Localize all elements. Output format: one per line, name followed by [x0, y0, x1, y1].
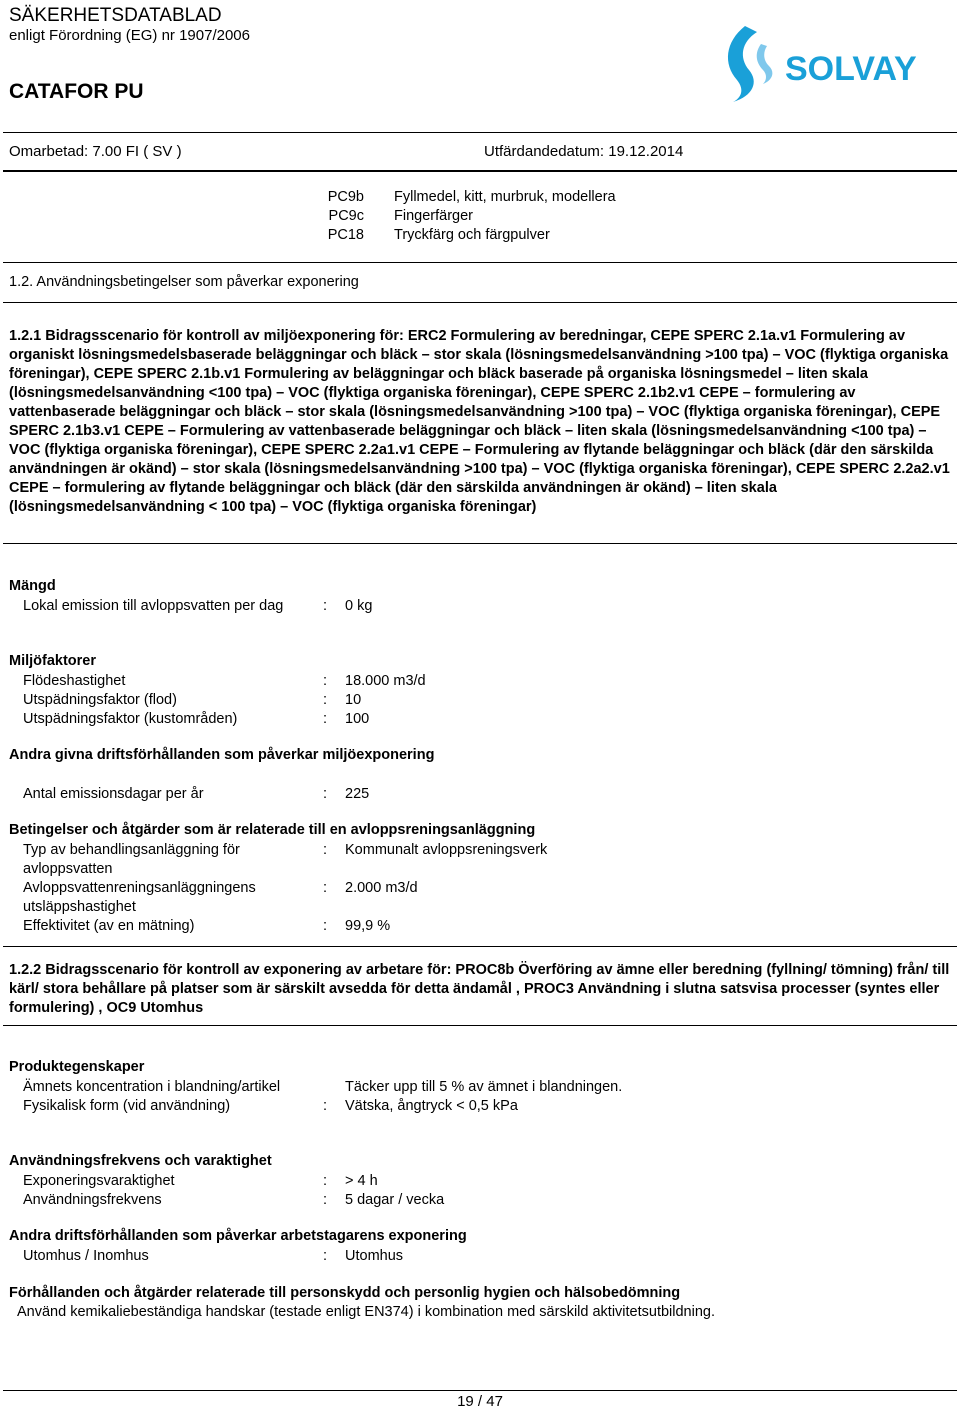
pc-code: PC9c [328, 208, 364, 224]
kv-row [23, 672, 953, 691]
pc-code: PC9b [327, 189, 364, 205]
kv-value: 99,9 % [345, 918, 391, 934]
kv-row [23, 710, 953, 729]
scenario-1-2-2: 1.2.2 Bidragsscenario för kontroll av exponering av arbetare för: PROC8b Överföring av ämne eller beredning (fyllning/ tömning) från/ till kärl/ stora behållare på platser som är särskilt avsedda för detta ändamål , PROC3 Användning i slutna satsvisa processer (syntes eller formulering) , OC9 Utomhus [9, 962, 950, 1016]
kv-row [23, 917, 953, 936]
kv-label: Flödeshastighet [23, 673, 126, 689]
section-1-2-heading: 1.2. Användningsbetingelser som påverkar exponering [9, 274, 359, 290]
andra-table [23, 785, 953, 804]
kv-colon: : [323, 711, 328, 727]
header-rule-1 [3, 132, 957, 133]
kv-label: Exponeringsvaraktighet [23, 1173, 175, 1189]
miljo-title: Miljöfaktorer [9, 653, 97, 669]
kv-label: Avloppsvattenreningsanläggningens utsläppshastighet [23, 880, 256, 915]
kv-label: Lokal emission till avloppsvatten per dag [23, 598, 284, 614]
kv-colon: : [323, 918, 328, 934]
issue-date: Utfärdandedatum: 19.12.2014 [484, 143, 684, 160]
section-rule-2 [3, 302, 957, 303]
kv-value: 10 [345, 692, 362, 708]
page-number: 19 / 47 [457, 1393, 503, 1410]
kv-row [23, 841, 953, 879]
kv-colon: : [323, 1248, 328, 1264]
scenario-rule-2 [3, 946, 957, 947]
scenario-rule [3, 543, 957, 544]
pc-description: Tryckfärg och färgpulver [394, 227, 550, 243]
kv-colon: : [323, 842, 328, 858]
kv-colon: : [323, 786, 328, 802]
andra-title: Andra givna driftsförhållanden som påverkar miljöexponering [9, 747, 435, 763]
kv-value: 18.000 m3/d [345, 673, 426, 689]
kv-colon: : [323, 692, 328, 708]
kv-colon [323, 1078, 345, 1097]
kv-label: Ämnets koncentration i blandning/artikel [23, 1079, 281, 1095]
solvay-swoosh-icon [728, 26, 757, 102]
prod-table [23, 1078, 953, 1116]
kv-value: Vätska, ångtryck < 0,5 kPa [345, 1098, 518, 1114]
kv-row [23, 1191, 953, 1210]
ppe-text: Använd kemikaliebeständiga handskar (testade enligt EN374) i kombination med särskild aktivitetsutbildning. [17, 1304, 715, 1320]
scenario-rule-3 [3, 1025, 957, 1026]
kv-value: Täcker upp till 5 % av ämnet i blandningen. [345, 1079, 623, 1095]
header-rule-2 [3, 170, 957, 172]
kv-row [23, 597, 953, 616]
document-title: SÄKERHETSDATABLAD [9, 5, 222, 26]
kv-row [23, 1078, 953, 1097]
kv-label: Användningsfrekvens [23, 1192, 162, 1208]
kv-row [23, 1097, 953, 1116]
pc-code: PC18 [327, 227, 364, 243]
kv-value: Utomhus [345, 1248, 404, 1264]
kv-label: Fysikalisk form (vid användning) [23, 1098, 231, 1114]
kv-colon: : [323, 1192, 328, 1208]
drift-table [23, 1247, 953, 1266]
product-name: CATAFOR PU [9, 80, 144, 103]
kv-label: Antal emissionsdagar per år [23, 786, 204, 802]
solvay-logo [715, 22, 925, 104]
kv-colon: : [323, 1098, 328, 1114]
kv-value: 225 [345, 786, 370, 802]
kv-colon: : [323, 673, 328, 689]
kv-colon: : [323, 880, 328, 896]
kv-row [23, 1172, 953, 1191]
kv-value: 100 [345, 711, 370, 727]
pc-list [280, 188, 760, 245]
kv-row [23, 1247, 953, 1266]
kv-colon: : [323, 598, 328, 614]
kv-value: Kommunalt avloppsreningsverk [345, 842, 548, 858]
kv-value: > 4 h [345, 1173, 378, 1189]
kv-value: 0 kg [345, 598, 373, 614]
section-rule [3, 262, 957, 263]
kv-label: Utspädningsfaktor (kustområden) [23, 711, 238, 727]
prod-title: Produktegenskaper [9, 1059, 145, 1075]
kv-label: Typ av behandlingsanläggning för avloppsvatten [23, 842, 240, 877]
pc-row [280, 207, 760, 226]
scenario-1-2-1: 1.2.1 Bidragsscenario för kontroll av miljöexponering för: ERC2 Formulering av beredningar, CEPE SPERC 2.1a.v1 Formulering av organiskt lösningsmedelsbaserade beläggningar och bläck – stor skala (lösningsmedelsanvändning >100 tpa) – VOC (flyktiga organiska föreningar), CEPE SPERC 2.1b.v1 Formulering av beläggningar och bläck baserade på organiska lösningsmedel – liten skala (lösningsmedelsanvändning <100 tpa) – VOC (flyktiga organiska föreningar), CEPE SPERC 2.1b2.v1 CEPE – formulering av vattenbaserade beläggningar och bläck – stor skala (lösningsmedelsanvändning >100 tpa) – VOC (flyktiga organiska föreningar), CEPE SPERC 2.1b3.v1 CEPE – Formulering av vattenbaserade beläggningar och bläck – liten skala (lösningsmedelsanvändning <100 tpa) – VOC (flyktiga organiska föreningar), CEPE SPERC 2.2a1.v1 CEPE – Formulering av flytande beläggningar och bläck (där den särskilda användningen är okänd) – stor skala (lösningsmedelsanvändning >100 tpa) – VOC (flyktiga organiska föreningar), CEPE SPERC 2.2a2.v1 CEPE – formulering av flytande beläggningar och bläck (där den särskilda användningen är okänd) – liten skala (lösningsmedelsanvändning < 100 tpa) – VOC (flyktiga organiska föreningar) [9, 328, 950, 515]
freq-table [23, 1172, 953, 1210]
footer-rule [3, 1390, 957, 1391]
kv-value: 2.000 m3/d [345, 880, 418, 896]
pc-description: Fingerfärger [394, 208, 473, 224]
drift-title: Andra driftsförhållanden som påverkar arbetstagarens exponering [9, 1228, 467, 1244]
bet-table [23, 841, 953, 936]
logo-text: SOLVAY [785, 50, 917, 88]
kv-row [23, 691, 953, 710]
miljo-table [23, 672, 953, 729]
mangd-table [23, 597, 953, 616]
kv-value: 5 dagar / vecka [345, 1192, 445, 1208]
freq-title: Användningsfrekvens och varaktighet [9, 1153, 272, 1169]
bet-title: Betingelser och åtgärder som är relaterade till en avloppsreningsanläggning [9, 822, 536, 838]
revision-info: Omarbetad: 7.00 FI ( SV ) [9, 143, 182, 160]
mangd-title: Mängd [9, 578, 56, 594]
kv-colon: : [323, 1173, 328, 1189]
pc-row [280, 226, 760, 245]
regulation-line: enligt Förordning (EG) nr 1907/2006 [9, 27, 250, 44]
kv-row [23, 785, 953, 804]
pc-row [280, 188, 760, 207]
ppe-title: Förhållanden och åtgärder relaterade till personskydd och personlig hygien och hälsobedömning [9, 1285, 681, 1301]
kv-label: Effektivitet (av en mätning) [23, 918, 195, 934]
kv-label: Utomhus / Inomhus [23, 1248, 149, 1264]
kv-row [23, 879, 953, 917]
kv-label: Utspädningsfaktor (flod) [23, 692, 177, 708]
pc-description: Fyllmedel, kitt, murbruk, modellera [394, 189, 616, 205]
